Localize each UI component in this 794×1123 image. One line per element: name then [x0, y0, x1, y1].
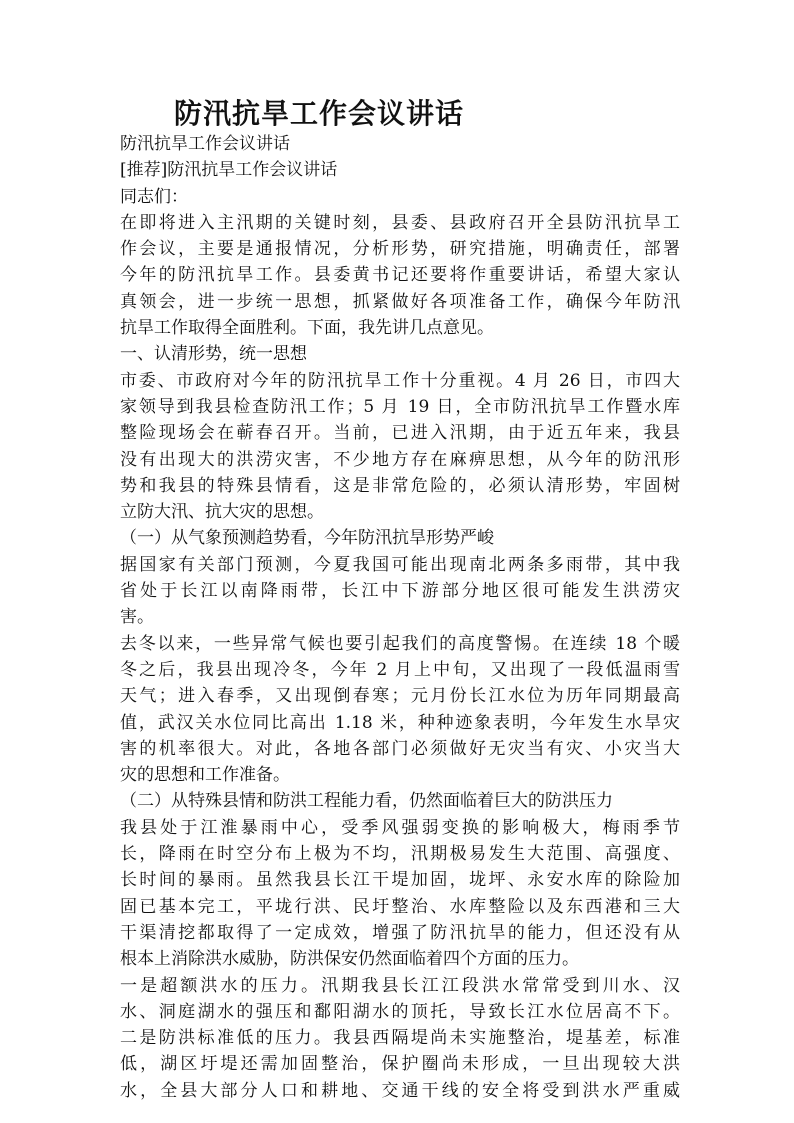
document-title: 防汛抗旱工作会议讲话: [174, 97, 465, 130]
body-line: 值，武汉关水位同比高出 1.18 米，种种迹象表明，今年发生水旱灾: [120, 712, 680, 733]
body-line: 冬之后，我县出现冷冬，今年 2 月上中旬，又出现了一段低温雨雪: [120, 659, 680, 680]
body-line: 干渠清挖都取得了一定成效，增强了防汛抗旱的能力，但还没有从: [120, 922, 680, 943]
body-line: 据国家有关部门预测，今夏我国可能出现南北两条多雨带，其中我: [120, 554, 680, 575]
body-line: 抗旱工作取得全面胜利。下面，我先讲几点意见。: [120, 318, 494, 339]
body-line: 一、认清形势，统一思想: [120, 344, 307, 365]
body-line: 根本上消除洪水威胁，防洪保安仍然面临着四个方面的压力。: [120, 949, 579, 970]
body-line: （一）从气象预测趋势看，今年防汛抗旱形势严峻: [120, 528, 494, 549]
body-line: 省处于长江以南降雨带，长江中下游部分地区很可能发生洪涝灾: [120, 581, 680, 602]
body-line: 去冬以来，一些异常气候也要引起我们的高度警惕。在连续 18 个暖: [120, 633, 680, 654]
body-line: 低，湖区圩堤还需加固整治，保护圈尚未形成，一旦出现较大洪: [120, 1054, 680, 1075]
body-line: 我县处于江淮暴雨中心，受季风强弱变换的影响极大，梅雨季节: [120, 817, 680, 838]
body-line: 水，全县大部分人口和耕地、交通干线的安全将受到洪水严重威: [120, 1080, 680, 1101]
body-line: 市委、市政府对今年的防汛抗旱工作十分重视。4 月 26 日，市四大: [120, 370, 680, 391]
body-line: 二是防洪标准低的压力。我县西隔堤尚未实施整治，堤基差，标准: [120, 1028, 680, 1049]
body-line: 固已基本完工，平垅行洪、民圩整治、水库整险以及东西港和三大: [120, 896, 680, 917]
body-line: 家领导到我县检查防汛工作；5 月 19 日，全市防汛抗旱工作暨水库: [120, 396, 680, 417]
body-line: 在即将进入主汛期的关键时刻，县委、县政府召开全县防汛抗旱工: [120, 212, 680, 233]
body-line: 没有出现大的洪涝灾害，不少地方存在麻痹思想，从今年的防汛形: [120, 449, 680, 470]
body-line: 灾的思想和工作准备。: [120, 765, 290, 786]
body-line: 天气；进入春季，又出现倒春寒；元月份长江水位为历年同期最高: [120, 686, 680, 707]
body-line: 害。: [120, 607, 154, 628]
body-line: 水、洞庭湖水的强压和鄱阳湖水的顶托，导致长江水位居高不下。: [120, 1001, 680, 1022]
body-line: [推荐]防汛抗旱工作会议讲话: [120, 160, 338, 181]
body-line: 势和我县的特殊县情看，这是非常危险的，必须认清形势，牢固树: [120, 475, 680, 496]
body-line: （二）从特殊县情和防洪工程能力看，仍然面临着巨大的防洪压力: [120, 791, 613, 812]
body-line: 同志们：: [120, 186, 188, 207]
body-line: 长时间的暴雨。虽然我县长江干堤加固，垅坪、永安水库的除险加: [120, 870, 680, 891]
body-line: 真领会，进一步统一思想，抓紧做好各项准备工作，确保今年防汛: [120, 291, 680, 312]
body-line: 立防大汛、抗大灾的思想。: [120, 502, 324, 523]
body-line: 防汛抗旱工作会议讲话: [120, 134, 290, 154]
body-line: 今年的防汛抗旱工作。县委黄书记还要将作重要讲话，希望大家认: [120, 265, 680, 286]
body-line: 作会议，主要是通报情况，分析形势，研究措施，明确责任，部署: [120, 239, 680, 260]
body-line: 害的机率很大。对此，各地各部门必须做好无灾当有灾、小灾当大: [120, 738, 680, 759]
document-body: [120, 131, 680, 1104]
body-line: 一是超额洪水的压力。汛期我县长江江段洪水常常受到川水、汉: [120, 975, 680, 996]
body-line: 长，降雨在时空分布上极为不均，汛期极易发生大范围、高强度、: [120, 844, 680, 865]
body-line: 整险现场会在蕲春召开。当前，已进入汛期，由于近五年来，我县: [120, 423, 680, 444]
